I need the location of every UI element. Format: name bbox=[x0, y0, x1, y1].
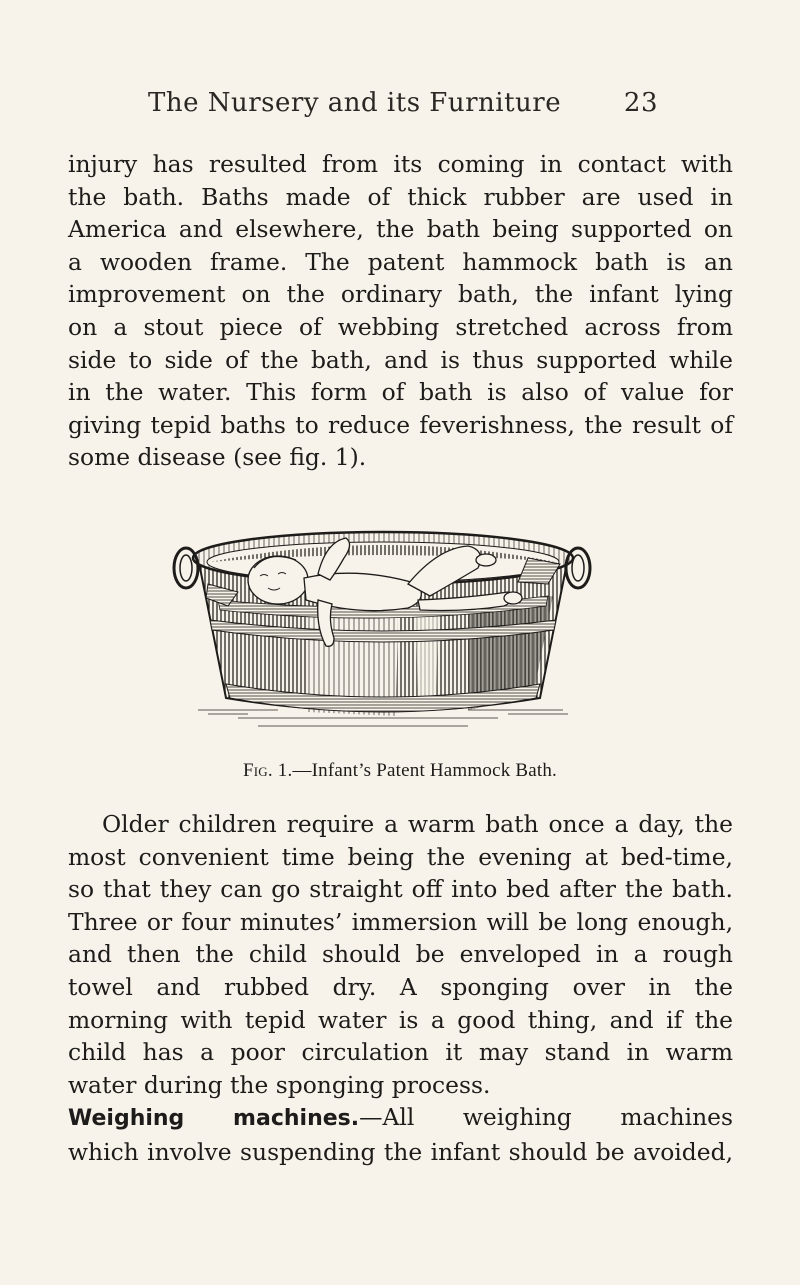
text-line: towel and rubbed dry. A sponging over in the bbox=[68, 972, 733, 1001]
text-line: most convenient time being the evening at bed-time, bbox=[68, 842, 733, 871]
paragraph-older-children bbox=[68, 808, 733, 1169]
text-line: water during the sponging process. bbox=[68, 1070, 491, 1099]
text-line: in the water. This form of bath is also of value for bbox=[68, 378, 733, 407]
text-line: on a stout piece of webbing stretched across from bbox=[68, 312, 733, 341]
text-line: some disease (see fig. 1). bbox=[68, 443, 367, 472]
sidehead-line bbox=[68, 1101, 733, 1136]
page-number: 23 bbox=[623, 88, 658, 118]
running-header bbox=[148, 88, 658, 128]
paragraph-bath-types bbox=[68, 148, 733, 474]
sidehead-weighing-machines: Weighing machines. bbox=[68, 1106, 360, 1132]
caption-label: Fig. bbox=[242, 760, 273, 781]
hammock-bath-illustration bbox=[168, 488, 598, 738]
caption-number: 1. bbox=[277, 760, 293, 781]
text-line: improvement on the ordinary bath, the infant lying bbox=[68, 280, 733, 309]
text-line: child has a poor circulation it may stand in warm bbox=[68, 1038, 733, 1067]
caption-text: —Infant’s Patent Hammock Bath. bbox=[292, 760, 557, 781]
text-line: the bath. Baths made of thick rubber are used in bbox=[68, 182, 733, 211]
text-line: giving tepid baths to reduce feverishness, the result of bbox=[68, 410, 733, 439]
text-line: a wooden frame. The patent hammock bath is an bbox=[68, 247, 733, 276]
text-line: Three or four minutes’ immersion will be long enough, bbox=[68, 907, 733, 936]
text-line: side to side of the bath, and is thus supported while bbox=[68, 345, 733, 374]
text-line: morning with tepid water is a good thing, and if the bbox=[68, 1005, 733, 1034]
figure-caption bbox=[0, 760, 800, 782]
text-line: and then the child should be enveloped in a rough bbox=[68, 940, 733, 969]
text-line: America and elsewhere, the bath being supported on bbox=[68, 215, 733, 244]
running-title: The Nursery and its Furniture bbox=[148, 88, 562, 118]
text-line: so that they can go straight off into bed after the bath. bbox=[68, 875, 733, 904]
text-line: which involve suspending the infant should be avoided, bbox=[68, 1137, 733, 1166]
text-line: Older children require a warm bath once a day, the bbox=[102, 810, 733, 838]
sidehead-continuation: —All weighing machines bbox=[359, 1103, 733, 1132]
text-line: injury has resulted from its coming in contact with bbox=[68, 150, 733, 178]
